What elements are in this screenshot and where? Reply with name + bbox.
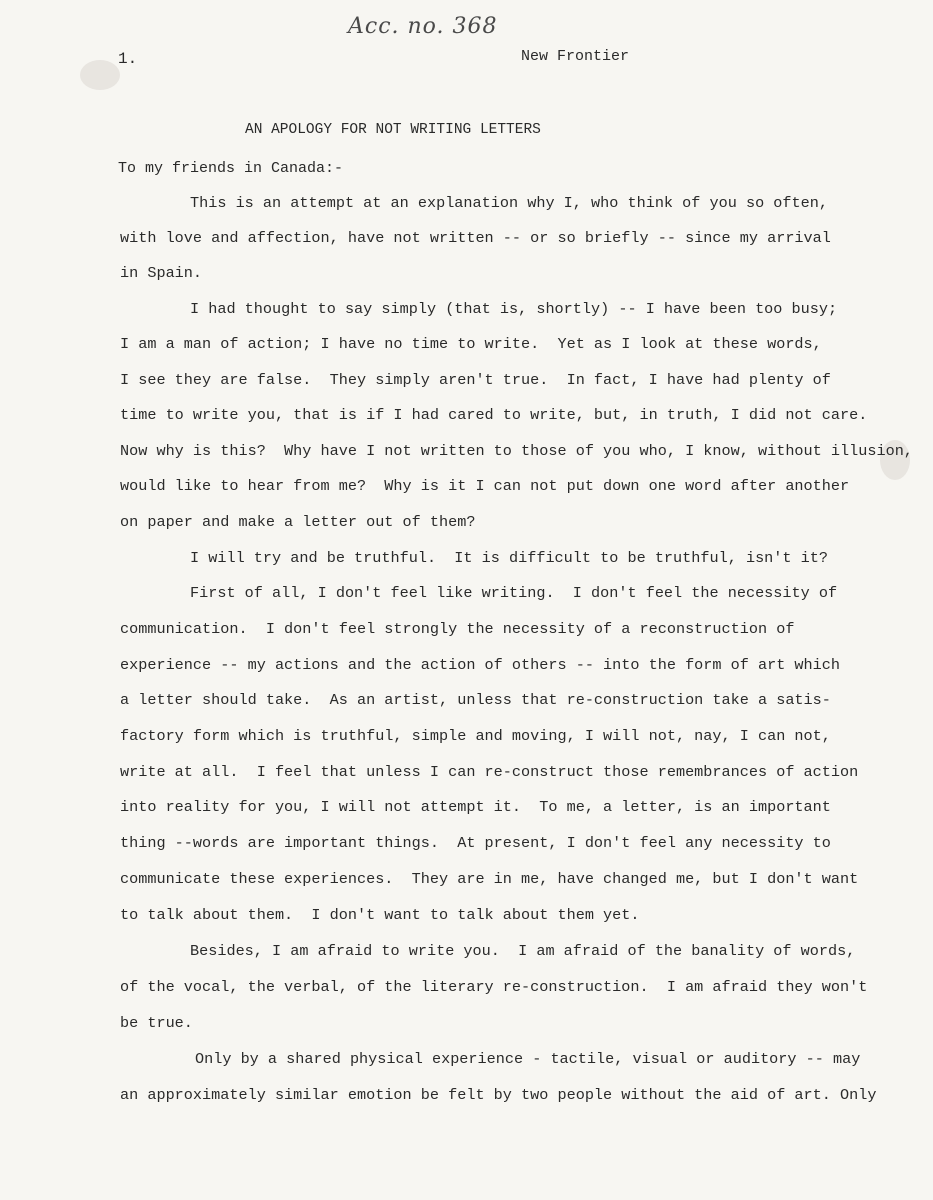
- body-line: experience -- my actions and the action of others -- into the form of art which: [120, 656, 841, 674]
- body-line: Besides, I am afraid to write you. I am afraid of the banality of words,: [190, 942, 856, 960]
- body-line: of the vocal, the verbal, of the literary re-construction. I am afraid they won't: [120, 978, 868, 996]
- body-line: This is an attempt at an explanation why I, who think of you so often,: [190, 194, 828, 212]
- document-title: AN APOLOGY FOR NOT WRITING LETTERS: [245, 122, 541, 138]
- body-line: I had thought to say simply (that is, shortly) -- I have been too busy;: [190, 300, 838, 318]
- body-line: I see they are false. They simply aren't true. In fact, I have had plenty of: [120, 371, 831, 389]
- body-line: Only by a shared physical experience - tactile, visual or auditory -- may: [195, 1050, 861, 1068]
- body-line: time to write you, that is if I had cared to write, but, in truth, I did not care.: [120, 406, 868, 424]
- publication-name: New Frontier: [521, 48, 630, 65]
- paper-stain: [80, 60, 120, 90]
- body-line: I am a man of action; I have no time to write. Yet as I look at these words,: [120, 335, 822, 353]
- body-line: Now why is this? Why have I not written to those of you who, I know, without illusion,: [120, 442, 913, 460]
- body-line: communicate these experiences. They are in me, have changed me, but I don't want: [120, 870, 859, 888]
- body-line: communication. I don't feel strongly the necessity of a reconstruction of: [120, 620, 795, 638]
- body-line: be true.: [120, 1014, 193, 1032]
- body-line: I will try and be truthful. It is difficult to be truthful, isn't it?: [190, 549, 828, 567]
- body-line: into reality for you, I will not attempt it. To me, a letter, is an important: [120, 798, 831, 816]
- salutation: To my friends in Canada:-: [118, 160, 344, 177]
- body-line: would like to hear from me? Why is it I can not put down one word after another: [120, 477, 850, 495]
- body-line: factory form which is truthful, simple and moving, I will not, nay, I can not,: [120, 727, 831, 745]
- body-line: in Spain.: [120, 264, 203, 282]
- body-line: a letter should take. As an artist, unless that re-construction take a satis-: [120, 691, 831, 709]
- body-line: with love and affection, have not written -- or so briefly -- since my arrival: [120, 229, 831, 247]
- handwritten-accession-note: Acc. no. 368: [348, 14, 498, 39]
- body-line: on paper and make a letter out of them?: [120, 513, 476, 531]
- body-line: an approximately similar emotion be felt by two people without the aid of art. Only: [120, 1086, 877, 1104]
- page-number: 1.: [118, 50, 138, 68]
- body-line: to talk about them. I don't want to talk about them yet.: [120, 906, 640, 924]
- body-line: thing --words are important things. At present, I don't feel any necessity to: [120, 834, 831, 852]
- body-line: write at all. I feel that unless I can re-construct those remembrances of action: [120, 763, 859, 781]
- body-line: First of all, I don't feel like writing. I don't feel the necessity of: [190, 584, 838, 602]
